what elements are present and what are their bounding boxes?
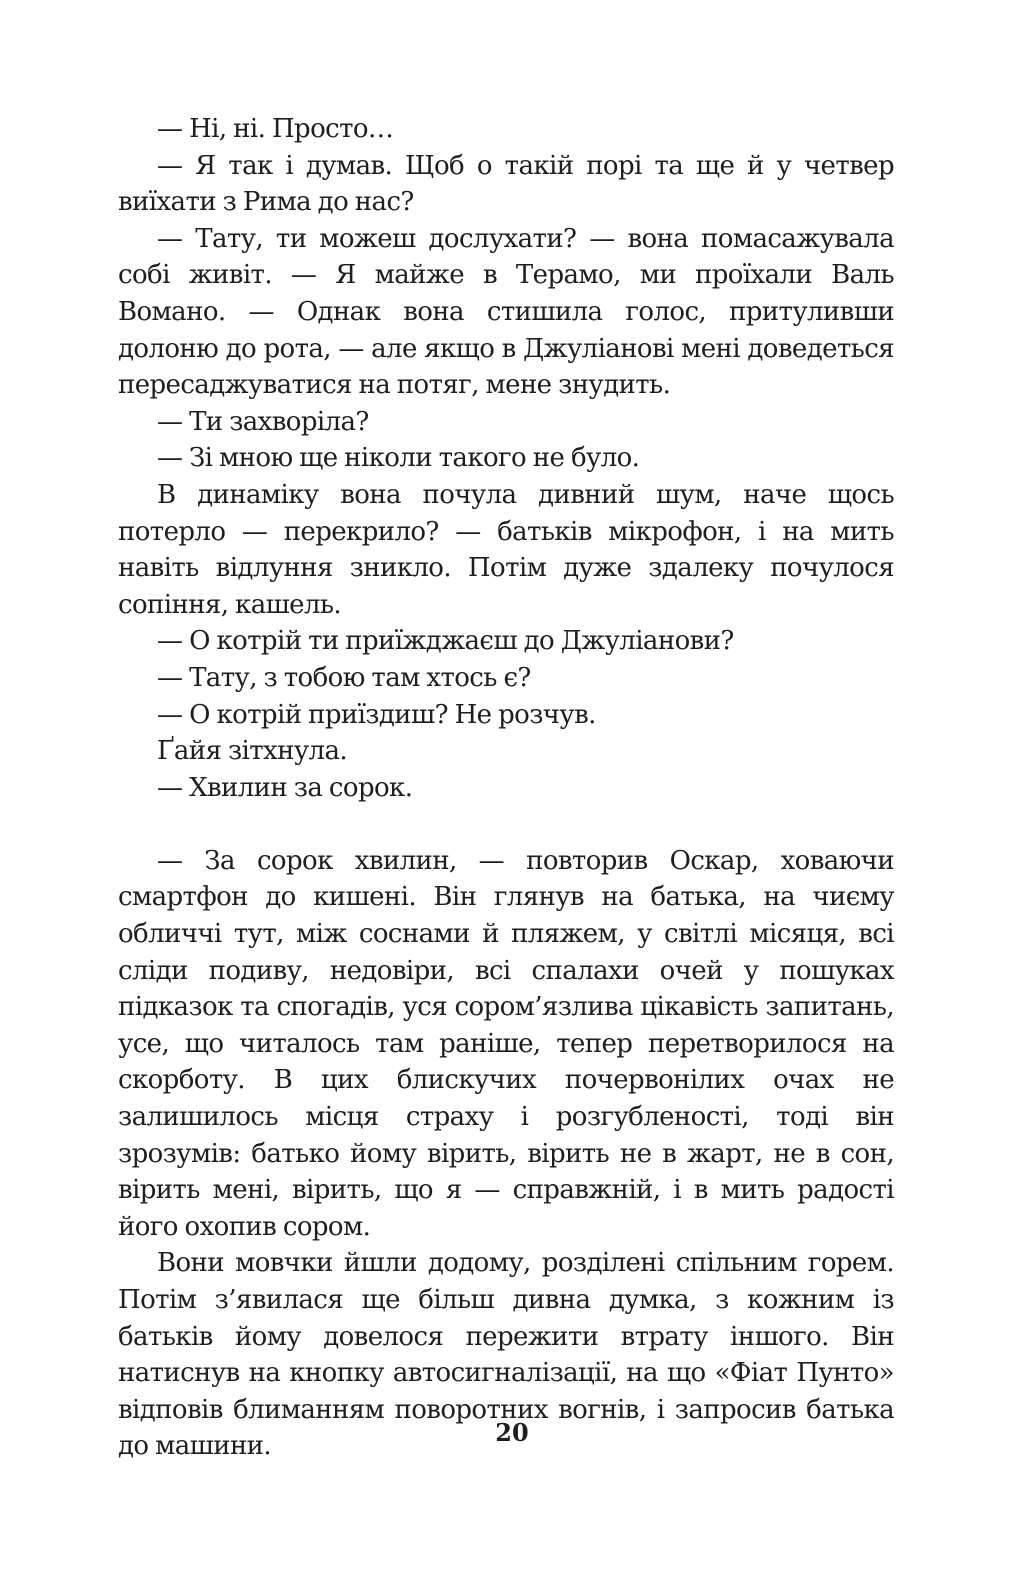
paragraph: В динаміку вона почула дивний шум, наче щось потерло — перекрило? — батьків мікрофон, і на мить навіть відлуння зникло. Потім дуже здалеку почулося сопіння, кашель. (118, 479, 894, 620)
paragraph: Ґайя зітхнула. (157, 736, 348, 767)
paragraph: — Ні, ні. Просто… (157, 114, 394, 144)
body-text (118, 111, 894, 1465)
paragraph: — За сорок хвилин, — повторив Оскар, ховаючи смартфон до кишені. Він глянув на батька, на чиєму обличчі тут, між соснами й пляжем, у світлі місяця, всі сліди подиву, недовіри, всі спалахи очей у пошуках підказок та спогадів, уся сором’язлива цікавість запитань, усе, що читалось там раніше, тепер перетворилося на скорботу. В цих блискучих почервонілих очах не залишилось місця страху і розгубленості, тоді він зрозумів: батько йому вірить, вірить не в жарт, не в сон, вірить мені, вірить, що я — справжній, і в мить радості його охопив сором. (118, 845, 894, 1242)
paragraph: — Хвилин за сорок. (157, 772, 413, 803)
paragraph: — Тату, ти можеш дослухати? — вона помасажувала собі живіт. — Я майже в Терамо, ми проїхали Валь Вомано. — Однак вона стишила голос, притуливши долоню до рота, — але якщо в Джуліанові мені доведеться пересаджуватися на потяг, мене знудить. (118, 223, 894, 401)
section-break (118, 806, 894, 843)
paragraph: — Я так і думав. Щоб о такій порі та ще й у четвер виїхати з Рима до нас? (118, 150, 894, 218)
page-number: 20 (495, 1418, 529, 1447)
paragraph: — Тату, з тобою там хтось є? (157, 662, 531, 693)
paragraph: — О котрій ти приїжджаєш до Джуліанови? (157, 626, 734, 657)
paragraph: Вони мовчки йшли додому, розділені спільним горем. Потім з’явилася ще більш дивна думка, з кожним із батьків йому довелося пережити втрату іншого. Він натиснув на кнопку автосигналізації, на що «Фіат Пунто» відповів блиманням поворотних вогнів, і запросив батька до машини. (118, 1248, 894, 1462)
paragraph: — Зі мною ще ніколи такого не було. (157, 443, 640, 474)
paragraph: — Ти захворіла? (157, 406, 369, 437)
paragraph: — О котрій приїздиш? Не розчув. (157, 699, 596, 730)
